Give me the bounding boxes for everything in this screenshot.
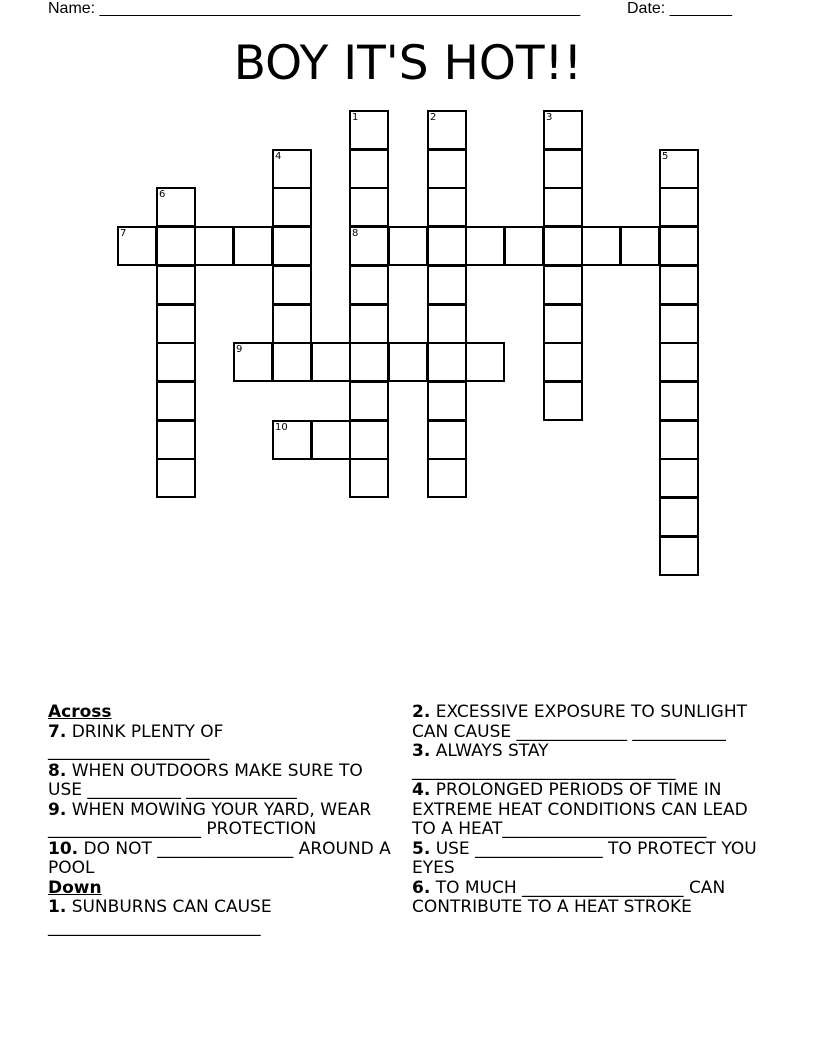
grid-cell[interactable] xyxy=(543,226,583,266)
puzzle-title: BOY IT'S HOT!! xyxy=(233,36,583,91)
grid-cell[interactable] xyxy=(659,187,699,227)
clue-item-number: 5. xyxy=(412,838,431,859)
grid-cell[interactable] xyxy=(543,342,583,382)
clue-item xyxy=(412,840,757,879)
answer-blank: _______________________________ xyxy=(412,760,676,781)
grid-cell[interactable] xyxy=(388,342,428,382)
grid-cell[interactable] xyxy=(349,381,389,421)
grid-cell[interactable] xyxy=(349,149,389,189)
grid-cell[interactable] xyxy=(465,226,505,266)
clue-item-number: 3. xyxy=(412,741,431,761)
clue-section-heading: Down xyxy=(48,877,102,898)
grid-cell[interactable] xyxy=(581,226,621,266)
clue-item-number: 7. xyxy=(48,721,67,742)
grid-cell[interactable] xyxy=(233,342,273,382)
grid-cell[interactable] xyxy=(194,226,234,266)
crossword-grid xyxy=(117,110,701,542)
grid-cell[interactable] xyxy=(543,187,583,227)
grid-cell[interactable] xyxy=(349,304,389,344)
grid-cell[interactable] xyxy=(311,420,351,460)
clue-number: 10 xyxy=(275,422,288,433)
grid-cell[interactable] xyxy=(272,226,312,266)
grid-cell[interactable] xyxy=(233,226,273,266)
clue-item xyxy=(48,762,398,801)
grid-cell[interactable] xyxy=(465,342,505,382)
grid-cell[interactable] xyxy=(427,265,467,305)
grid-cell[interactable] xyxy=(349,458,389,498)
clue-number: 6 xyxy=(159,189,166,200)
clue-item-text: PROLONGED PERIODS OF TIME IN EXTREME HEAT CONDITIONS CAN LEAD TO A HEAT________________________ xyxy=(412,780,748,839)
clue-item-number: 1. xyxy=(48,897,67,917)
grid-cell[interactable] xyxy=(156,458,196,498)
grid-cell[interactable] xyxy=(272,187,312,227)
grid-cell[interactable] xyxy=(427,420,467,460)
grid-cell[interactable] xyxy=(272,342,312,382)
grid-cell[interactable] xyxy=(427,149,467,189)
clue-item xyxy=(412,781,757,840)
clues-left-column xyxy=(48,703,398,937)
grid-cell[interactable] xyxy=(272,149,312,189)
grid-cell[interactable] xyxy=(156,381,196,421)
clue-number: 4 xyxy=(275,151,282,162)
grid-cell[interactable] xyxy=(659,304,699,344)
grid-cell[interactable] xyxy=(659,420,699,460)
answer-blank: _________________________ xyxy=(48,916,261,937)
grid-cell[interactable] xyxy=(349,342,389,382)
grid-cell[interactable] xyxy=(272,304,312,344)
clue-number: 8 xyxy=(352,228,359,239)
clues-right-column xyxy=(412,703,757,918)
grid-cell[interactable] xyxy=(349,420,389,460)
grid-cell[interactable] xyxy=(543,110,583,150)
grid-cell[interactable] xyxy=(659,458,699,498)
grid-cell[interactable] xyxy=(659,342,699,382)
grid-cell[interactable] xyxy=(427,110,467,150)
grid-cell[interactable] xyxy=(543,304,583,344)
grid-cell[interactable] xyxy=(659,265,699,305)
clue-item xyxy=(412,879,757,918)
clue-item-number: 6. xyxy=(412,877,431,898)
grid-cell[interactable] xyxy=(543,381,583,421)
clue-item-text: WHEN MOWING YOUR YARD, WEAR __________________ PROTECTION xyxy=(48,799,372,839)
clue-item-number: 2. xyxy=(412,702,431,722)
clue-item-text: SUNBURNS CAN CAUSE xyxy=(66,897,272,917)
grid-cell[interactable] xyxy=(156,304,196,344)
clue-item-text: DO NOT ________________ AROUND A POOL xyxy=(48,838,391,878)
grid-cell[interactable] xyxy=(311,342,351,382)
clue-item-text: WHEN OUTDOORS MAKE SURE TO USE ___________ _____________ xyxy=(48,760,363,800)
clue-number: 3 xyxy=(546,112,553,123)
grid-cell[interactable] xyxy=(504,226,544,266)
clue-item-number: 8. xyxy=(48,760,67,781)
clue-number: 1 xyxy=(352,112,359,123)
grid-cell[interactable] xyxy=(156,265,196,305)
grid-cell[interactable] xyxy=(659,497,699,537)
grid-cell[interactable] xyxy=(659,381,699,421)
grid-cell[interactable] xyxy=(659,226,699,266)
clue-item-text: ALWAYS STAY xyxy=(430,741,549,761)
clue-item-text: EXCESSIVE EXPOSURE TO SUNLIGHT CAN CAUSE _____________ ___________ xyxy=(412,702,747,742)
grid-cell[interactable] xyxy=(659,536,699,576)
grid-cell[interactable] xyxy=(620,226,660,266)
grid-cell[interactable] xyxy=(427,458,467,498)
clue-item xyxy=(48,840,398,879)
grid-cell[interactable] xyxy=(156,342,196,382)
grid-cell[interactable] xyxy=(349,187,389,227)
grid-cell[interactable] xyxy=(543,265,583,305)
grid-cell[interactable] xyxy=(272,265,312,305)
grid-cell[interactable] xyxy=(427,226,467,266)
clue-number: 2 xyxy=(430,112,437,123)
clue-item xyxy=(412,703,757,742)
grid-cell[interactable] xyxy=(272,420,312,460)
name-field-label[interactable]: Name: ______________________________________________________ xyxy=(48,0,581,17)
grid-cell[interactable] xyxy=(659,149,699,189)
grid-cell[interactable] xyxy=(388,226,428,266)
clue-item-text: TO MUCH ___________________ CAN CONTRIBUTE TO A HEAT STROKE xyxy=(412,877,726,917)
clue-item xyxy=(48,801,398,840)
clue-item xyxy=(412,742,757,781)
clue-number: 7 xyxy=(120,228,127,239)
grid-cell[interactable] xyxy=(117,226,157,266)
grid-cell[interactable] xyxy=(156,226,196,266)
date-field-label[interactable]: Date: _______ xyxy=(627,0,732,17)
answer-blank: ___________________ xyxy=(48,741,210,761)
grid-cell[interactable] xyxy=(427,342,467,382)
grid-cell[interactable] xyxy=(156,420,196,460)
grid-cell[interactable] xyxy=(349,265,389,305)
clue-item-text: USE _______________ TO PROTECT YOU EYES xyxy=(412,838,757,878)
clue-item xyxy=(48,898,398,937)
grid-cell[interactable] xyxy=(349,226,389,266)
grid-cell[interactable] xyxy=(156,187,196,227)
header-row xyxy=(0,0,816,20)
grid-cell[interactable] xyxy=(427,304,467,344)
clue-item-number: 10. xyxy=(48,838,79,859)
clue-number: 5 xyxy=(662,151,669,162)
clue-section-heading: Across xyxy=(48,702,112,722)
grid-cell[interactable] xyxy=(543,149,583,189)
grid-cell[interactable] xyxy=(427,381,467,421)
grid-cell[interactable] xyxy=(427,187,467,227)
clue-item-number: 9. xyxy=(48,799,67,820)
clue-number: 9 xyxy=(236,344,243,355)
clue-item xyxy=(48,723,398,762)
clue-item-number: 4. xyxy=(412,780,431,800)
clue-item-text: DRINK PLENTY OF xyxy=(66,721,224,742)
grid-cell[interactable] xyxy=(349,110,389,150)
